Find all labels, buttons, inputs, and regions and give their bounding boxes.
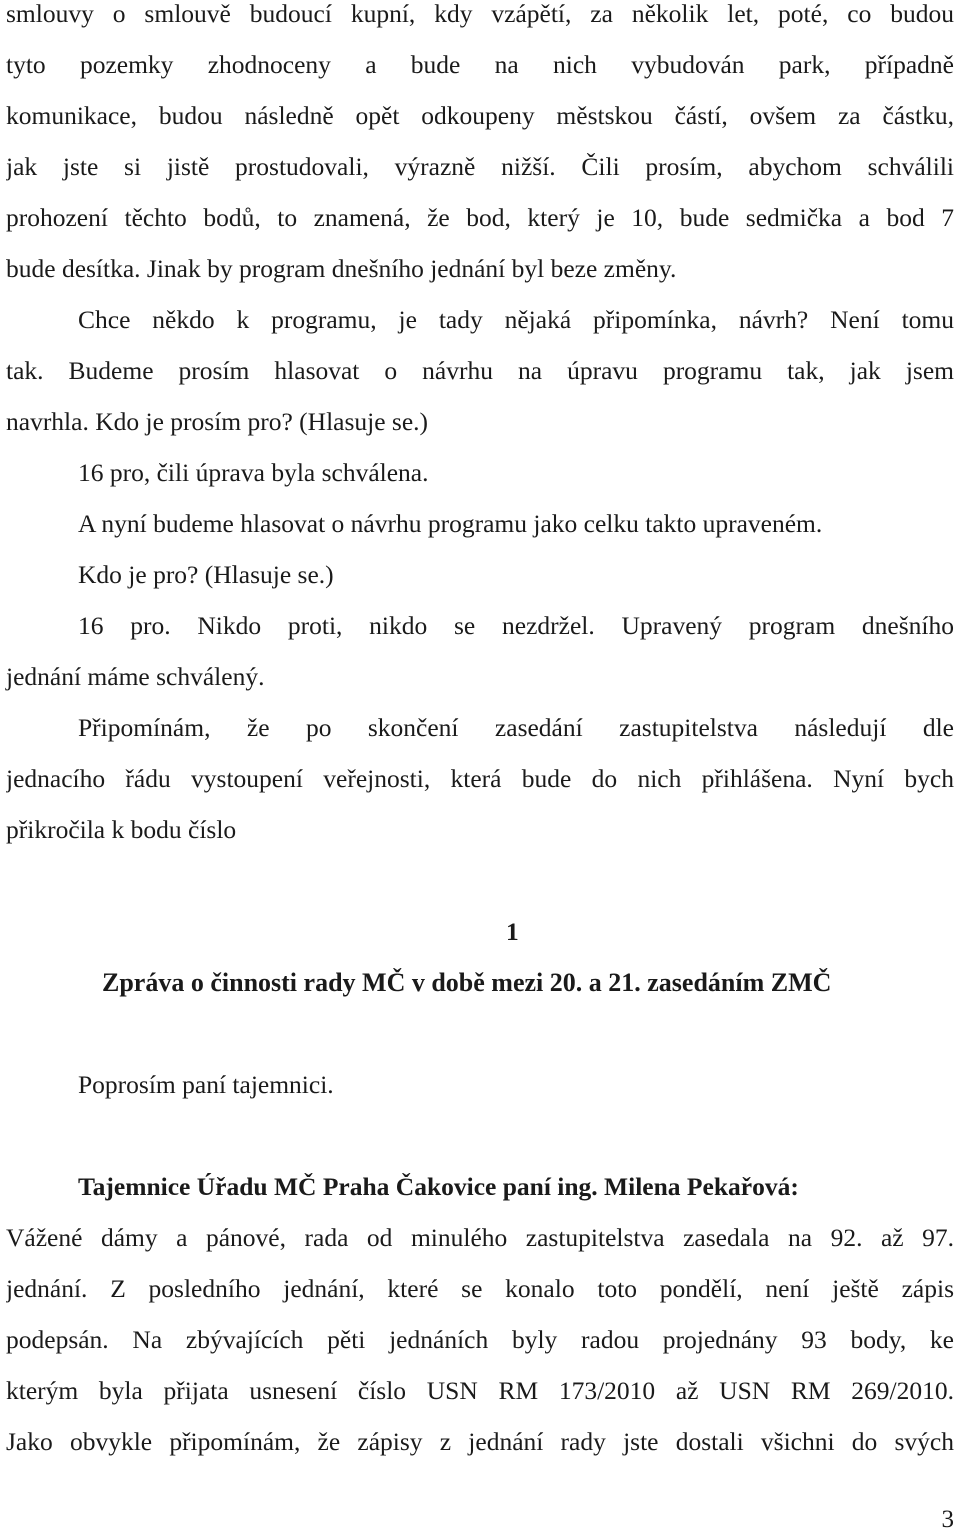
text-line: Připomínám, že po skončení zasedání zastupitelstva následují dle	[78, 713, 954, 742]
text-line: bude desítka. Jinak by program dnešního jednání byl beze změny.	[6, 254, 677, 283]
text-line: navrhla. Kdo je prosím pro? (Hlasuje se.)	[6, 407, 429, 436]
text-line: A nyní budeme hlasovat o návrhu programu jako celku takto upraveném.	[78, 509, 823, 538]
request-line: Poprosím paní tajemnici.	[78, 1070, 334, 1099]
text-line: tak. Budeme prosím hlasovat o návrhu na úpravu programu tak, jak jsem	[6, 356, 954, 385]
text-line: jednacího řádu vystoupení veřejnosti, která bude do nich přihlášena. Nyní bych	[6, 764, 954, 793]
speech-line: kterým byla přijata usnesení číslo USN RM 173/2010 až USN RM 269/2010.	[6, 1376, 954, 1405]
speech-line: Vážené dámy a pánové, rada od minulého zastupitelstva zasedala na 92. až 97.	[6, 1223, 954, 1252]
page-number: 3	[941, 1506, 954, 1533]
speech-line: podepsán. Na zbývajících pěti jednáních byly radou projednány 93 body, ke	[6, 1325, 954, 1354]
text-line: 16 pro, čili úprava byla schválena.	[78, 458, 429, 487]
text-line: komunikace, budou následně opět odkoupeny městskou částí, ovšem za částku,	[6, 101, 954, 130]
speaker-name: Tajemnice Úřadu MČ Praha Čakovice paní ing. Milena Pekařová:	[78, 1172, 799, 1201]
text-line: jak jste si jistě prostudovali, výrazně nižší. Čili prosím, abychom schválili	[6, 152, 954, 181]
text-line: Chce někdo k programu, je tady nějaká připomínka, návrh? Není tomu	[78, 305, 954, 334]
speech-line: Jako obvykle připomínám, že zápisy z jednání rady jste dostali všichni do svých	[6, 1427, 954, 1456]
agenda-item-number: 1	[506, 917, 519, 946]
text-line: prohození těchto bodů, to znamená, že bod, který je 10, bude sedmička a bod 7	[6, 203, 954, 232]
speech-line: jednání. Z posledního jednání, které se konalo toto pondělí, není ještě zápis	[6, 1274, 954, 1303]
text-line: Kdo je pro? (Hlasuje se.)	[78, 560, 334, 589]
text-line: jednání máme schválený.	[6, 662, 265, 691]
document-page	[6, 0, 954, 1467]
text-line: tyto pozemky zhodnoceny a bude na nich vybudován park, případně	[6, 50, 954, 79]
text-line: 16 pro. Nikdo proti, nikdo se nezdržel. Upravený program dnešního	[78, 611, 954, 640]
text-line: smlouvy o smlouvě budoucí kupní, kdy vzápětí, za několik let, poté, co budou	[6, 0, 954, 28]
agenda-item-title: Zpráva o činnosti rady MČ v době mezi 20. a 21. zasedáním ZMČ	[102, 968, 832, 997]
text-line: přikročila k bodu číslo	[6, 815, 237, 844]
